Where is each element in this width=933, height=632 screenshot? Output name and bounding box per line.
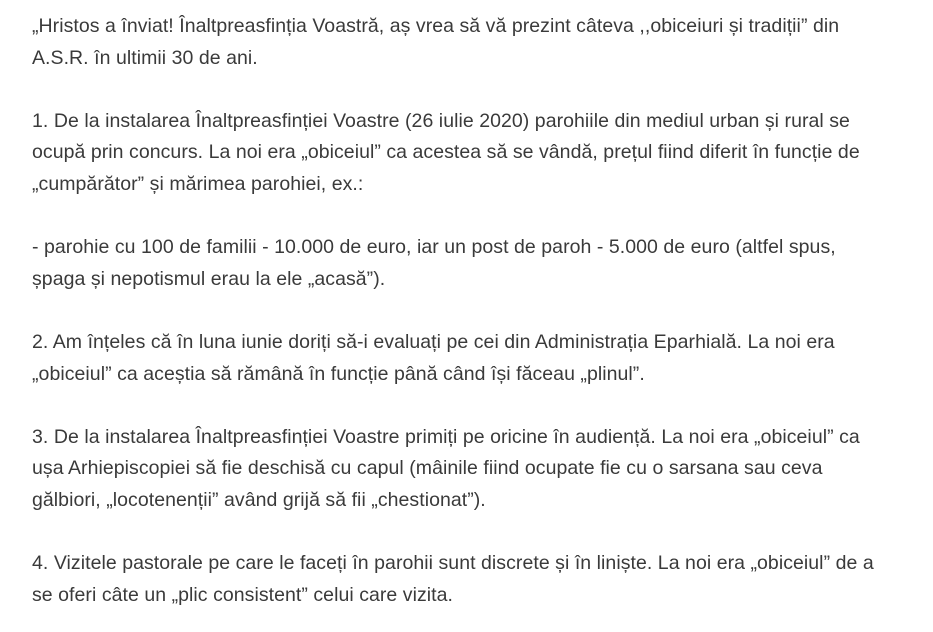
paragraph-point-1: 1. De la instalarea Înaltpreasfinției Voastre (26 iulie 2020) parohiile din mediul urban și rural se ocupă prin concurs. La noi era „obiceiul” ca acestea să se vândă, prețul fiind diferit în funcție de „cumpărător” și mărimea parohiei, ex.: bbox=[32, 109, 860, 195]
paragraph-point-3: 3. De la instalarea Înaltpreasfinției Voastre primiți pe oricine în audiență. La noi era „obiceiul” ca ușa Arhiepiscopiei să fie deschisă cu capul (mâinile fiind ocupate fie cu o sarsana sau ceva gălbiori, „locotenenții” având grijă să fii „chestionat”). bbox=[32, 425, 860, 511]
paragraph-example: - parohie cu 100 de familii - 10.000 de euro, iar un post de paroh - 5.000 de euro (altfel spus, șpaga și nepotismul erau la ele „acasă”). bbox=[32, 236, 836, 290]
paragraph-point-4: 4. Vizitele pastorale pe care le faceți în parohii sunt discrete și în liniște. La noi era „obiceiul” de a se oferi câte un „plic consistent” celui care vizita. bbox=[32, 552, 874, 606]
article-body bbox=[32, 11, 882, 611]
paragraph-point-2: 2. Am înțeles că în luna iunie doriți să-i evaluați pe cei din Administrația Eparhială. La noi era „obiceiul” ca aceștia să rămână în funcție până când își făceau „plinul”. bbox=[32, 330, 835, 385]
paragraph-greeting: „Hristos a înviat! Înaltpreasfinția Voastră, aș vrea să vă prezint câteva ,,obiceiuri și tradiții” din A.S.R. în ultimii 30 de ani. bbox=[32, 15, 840, 69]
